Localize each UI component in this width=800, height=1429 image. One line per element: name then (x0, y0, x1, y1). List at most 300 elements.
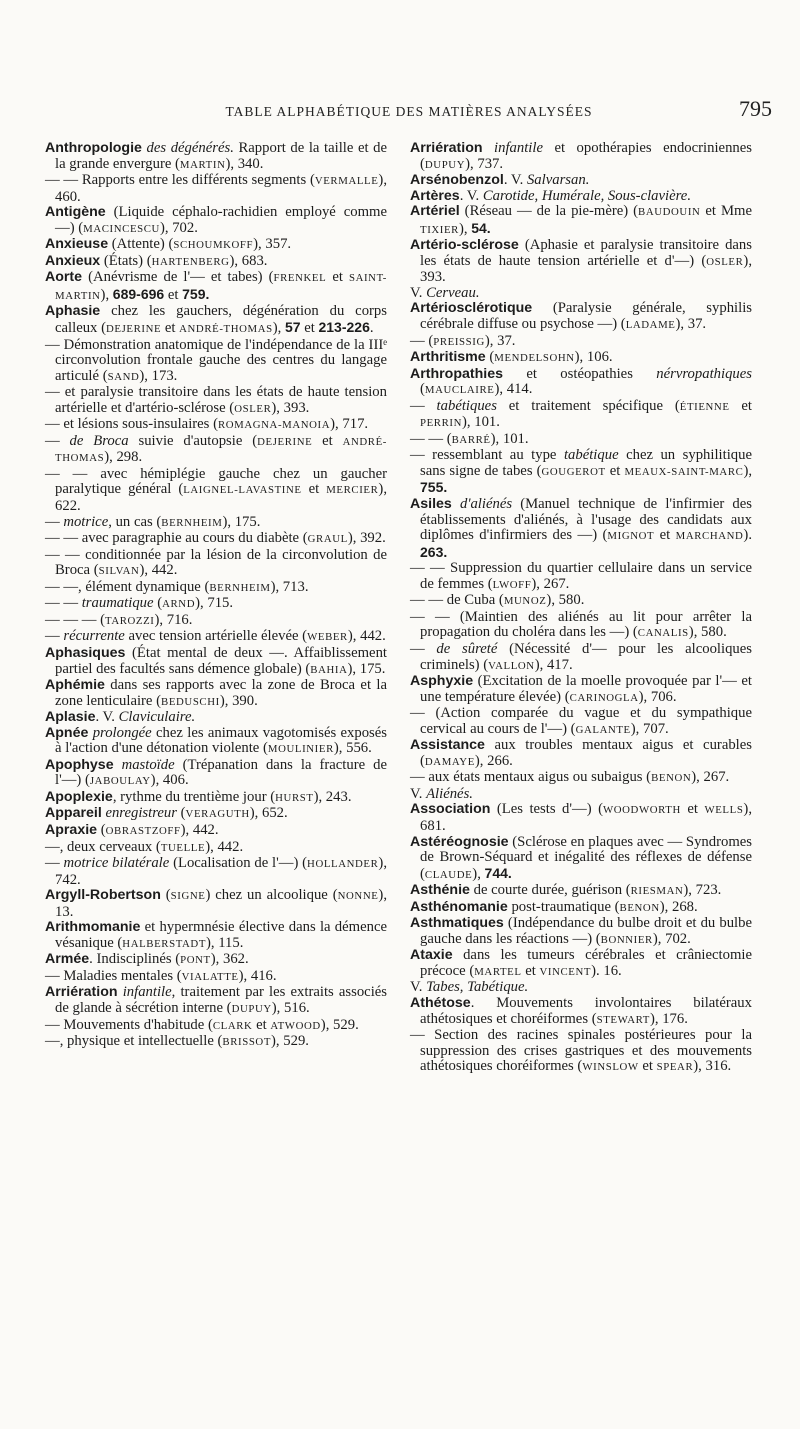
text: ), 652. (249, 805, 288, 822)
text: et (252, 1016, 271, 1033)
text: ), 516. (271, 999, 310, 1016)
index-entry (45, 985, 387, 1017)
index-entry (410, 173, 752, 189)
text: ), (272, 320, 285, 337)
text: et (654, 527, 676, 544)
headword: Antigène (45, 204, 106, 221)
italic-text: récurrente (63, 628, 125, 645)
author-name: MAUCLAIRE (424, 384, 495, 397)
text: et (164, 286, 183, 303)
index-entry (45, 338, 387, 386)
text: ), 267. (531, 575, 570, 592)
page-number: 795 (739, 96, 772, 121)
author-name: BEDUSCHI (161, 695, 220, 708)
author-name: OSLER (706, 255, 744, 268)
text: ), 340. (225, 155, 264, 172)
italic-text: enregistreur (105, 805, 177, 822)
text: — — ( (410, 430, 452, 447)
author-name: GRAUL (307, 533, 348, 546)
author-name: HOLLANDER (307, 858, 379, 871)
headword: Apraxie (45, 821, 98, 838)
text: ), 175. (222, 513, 261, 530)
text: — — (45, 595, 82, 612)
text: ), 393. (420, 252, 752, 286)
author-name: GOUGEROT (541, 465, 606, 478)
text: — Section des racines spinales postérieures pour la suppression des crises gastriques et des mouvements athétosiques choréiformes ( (410, 1027, 752, 1075)
author-name: SCHOUMKOFF (173, 239, 254, 252)
page-ref-bold: 57 (284, 319, 301, 336)
author-name: PONT (180, 954, 211, 967)
author-name: HURST (275, 791, 314, 804)
headword: Anxieuse (45, 236, 109, 253)
author-name: SAINT-MARTIN (55, 272, 387, 302)
text: post-traumatique ( (507, 898, 620, 915)
headword: Aphasiques (45, 644, 126, 661)
index-entry (45, 205, 387, 237)
author-name: WEBER (307, 631, 348, 644)
index-entry (410, 996, 752, 1028)
italic-text: mastoïde (121, 756, 175, 773)
headword: Argyll-Robertson (45, 887, 161, 904)
author-name: OSLER (234, 402, 272, 415)
text: ), 298. (104, 449, 143, 466)
text: — (45, 432, 70, 449)
text: ), 713. (270, 578, 309, 595)
index-entry (410, 350, 752, 367)
text: — (45, 513, 64, 530)
italic-text: infantile (122, 984, 172, 1001)
text: ), 393. (271, 399, 310, 416)
index-entry (45, 952, 387, 969)
text: ( (97, 821, 106, 838)
author-name: DUPUY (424, 158, 466, 171)
index-entry (45, 417, 387, 434)
text: ), 101. (462, 414, 500, 431)
index-entry (45, 531, 387, 548)
headword: Arthritisme (410, 349, 486, 366)
text: Rapport de la taille et de la grande envergure ( (55, 140, 388, 172)
text: et (300, 320, 319, 337)
index-entry (45, 270, 387, 304)
author-name: MENDELSOHN (494, 352, 575, 365)
text: (Trépanation dans la fracture de l'—) ( (55, 756, 387, 789)
author-name: CANALIS (637, 627, 689, 640)
page-ref-bold: 689-696 (112, 285, 165, 302)
author-name: BARRÉ (451, 433, 491, 446)
italic-text: motrice bilatérale (63, 855, 170, 872)
index-column-left (45, 141, 387, 1051)
text: chez les gauchers, dégénération du corps calleux ( (55, 303, 387, 337)
text: . V. (95, 709, 119, 726)
text: ), (100, 286, 113, 303)
index-entry (410, 189, 752, 205)
author-name: BRISSOT (222, 1036, 272, 1049)
text: ), 414. (494, 381, 533, 398)
text: ), 362. (210, 951, 249, 968)
text: ), 580. (546, 592, 585, 609)
text: — (45, 855, 64, 872)
text (114, 757, 122, 773)
index-entry (45, 840, 387, 857)
index-entry (410, 706, 752, 738)
page-ref-bold: 54. (471, 219, 491, 236)
text: ), 723. (683, 882, 722, 899)
text: (Réseau — de la pie-mère) ( (459, 203, 639, 220)
author-name: ARND (162, 598, 196, 611)
headword: Ataxie (410, 947, 453, 964)
text: ), 266. (474, 752, 513, 769)
headword: Artériosclérotique (410, 300, 533, 317)
headword: Asthénomanie (410, 898, 508, 915)
italic-text: Salvarsan. (526, 172, 590, 189)
index-entry (45, 969, 387, 986)
author-name: MACINCESCU (83, 222, 160, 235)
author-name: VERMALLE (314, 175, 379, 188)
author-name: WOODWORTH (602, 804, 681, 817)
italic-text: Cerveau. (426, 284, 480, 301)
text: ), 106. (574, 349, 613, 366)
text: ), 267. (691, 769, 730, 786)
headword: Arriération (410, 140, 483, 156)
author-name: SIGNE (170, 890, 206, 903)
index-entry (410, 432, 752, 449)
index-entry (410, 738, 752, 770)
text: ), 683. (229, 252, 268, 269)
index-entry (410, 948, 752, 980)
index-entry (45, 758, 387, 790)
text: — et paralysie transitoire dans les états de haute tension artérielle et d'artério-sclérose ( (45, 384, 387, 416)
text: dans les tumeurs cérébrales et crâniectomie précoce ( (420, 947, 752, 979)
index-entry (45, 646, 387, 678)
text: et opothérapies endocriniennes ( (420, 140, 752, 172)
author-name: JABOULAY (89, 775, 151, 788)
author-name: LADAME (625, 319, 676, 332)
text: chez les animaux vagotomisés exposés à l'action d'une détonation violente ( (55, 724, 388, 757)
author-name: MARTEL (474, 965, 522, 978)
index-entry (410, 642, 752, 674)
author-name: LAIGNEL-LAVASTINE (183, 484, 302, 497)
text: —, physique et intellectuelle ( (45, 1033, 223, 1050)
index-entry (45, 726, 387, 758)
text: et (301, 481, 327, 498)
text: ( (420, 381, 425, 398)
text: et traitement spécifique ( (496, 397, 680, 414)
index-entry (410, 204, 752, 238)
index-entry (410, 286, 752, 302)
text: (Nécessité d'— pour les alcooliques criminels) ( (420, 640, 752, 673)
index-entry (45, 596, 387, 613)
headword: Aplasie (45, 709, 96, 726)
headword: Athétose (410, 994, 471, 1011)
author-name: FRENKEL (273, 272, 327, 285)
author-name: DAMAYE (424, 755, 475, 768)
author-name: ATWOOD (270, 1019, 321, 1032)
text: (Attente) ( (108, 236, 174, 253)
text: ( (153, 595, 163, 612)
italic-text: motrice (63, 513, 109, 530)
author-name: DUPUY (231, 1002, 272, 1015)
text: ), 715. (195, 595, 234, 612)
headword: Asphyxie (410, 673, 474, 690)
index-entry (410, 980, 752, 996)
running-title: TABLE ALPHABÉTIQUE DES MATIÈRES ANALYSÉES (225, 104, 593, 119)
text: — (410, 640, 437, 657)
index-entry (410, 610, 752, 642)
headword: Aorte (45, 269, 83, 286)
author-name: SPEAR (656, 1061, 694, 1074)
headword: Arthropathies (410, 365, 504, 382)
text: et (605, 462, 625, 479)
text (483, 140, 494, 156)
author-name: MEAUX-SAINT-MARC (624, 465, 744, 478)
text: ), 37. (484, 332, 516, 349)
text: —, deux cerveaux ( (45, 838, 161, 855)
text: ). 16. (591, 962, 622, 979)
text: , un cas ( (108, 513, 162, 530)
text: (États) ( (100, 252, 152, 269)
text: — — de Cuba ( (410, 592, 504, 609)
text: ) chez un alcoolique ( (205, 887, 338, 904)
index-entry (45, 710, 387, 726)
text: ), 681. (420, 801, 752, 834)
text: ( (160, 887, 171, 904)
text: ), 556. (333, 740, 372, 757)
text: ), 243. (313, 788, 352, 805)
text: ), 442. (139, 562, 178, 579)
index-entry (45, 806, 387, 823)
text: avec tension artérielle élevée ( (124, 628, 308, 645)
index-entry (45, 823, 387, 840)
index-entry (410, 802, 752, 834)
text: ), 737. (465, 155, 504, 172)
index-entry (45, 434, 387, 467)
text: — — avec paragraphie au cours du diabète ( (45, 530, 308, 547)
text: dans ses rapports avec la zone de Broca et la zone lenticulaire ( (55, 677, 387, 709)
text: (Excitation de la moelle provoquée par l'— et une température élevée) ( (420, 673, 752, 705)
text: ), (743, 462, 753, 479)
author-name: PREISSIG (433, 335, 485, 348)
index-entry (410, 561, 752, 593)
author-name: STEWART (596, 1013, 650, 1026)
author-name: GALANTE (575, 723, 631, 736)
index-entry (45, 385, 387, 417)
author-name: TAROZZI (104, 614, 155, 627)
text: (Les tests d'—) ( (490, 801, 603, 818)
index-entry (410, 770, 752, 787)
text: . V. (503, 172, 527, 189)
italic-text: de Broca (69, 432, 129, 449)
text: . V. (459, 187, 483, 204)
index-entry (410, 593, 752, 610)
author-name: BENON (651, 772, 692, 785)
index-entry (410, 367, 752, 399)
headword: Association (410, 801, 491, 818)
headword: Arithmomanie (45, 919, 141, 936)
text: ), 316. (693, 1058, 732, 1075)
text: ), 176. (649, 1010, 688, 1027)
author-name: SILVAN (98, 565, 140, 578)
text: ), 702. (652, 930, 691, 947)
text: V. (410, 284, 427, 301)
index-entry (45, 629, 387, 646)
author-name: BAHIA (310, 663, 348, 676)
index-entry (45, 237, 387, 254)
text: (État mental de deux —. Affaiblissement partiel des facultés sans démence globale) ( (55, 644, 387, 677)
author-name: MOULINIER (267, 743, 334, 756)
italic-text: des dégénérés. (146, 140, 234, 156)
text: (Anévrisme de l'— et tabes) ( (82, 269, 274, 286)
index-entry (45, 1018, 387, 1035)
text: et (729, 397, 752, 414)
author-name: WINSLOW (582, 1061, 639, 1074)
author-name: ÉTIENNE (679, 400, 730, 413)
index-entry (410, 883, 752, 900)
text: ), 716. (154, 611, 193, 628)
italic-text: de sûreté (436, 640, 498, 657)
text: ), 115. (206, 934, 244, 951)
text: suivie d'autopsie ( (128, 432, 258, 449)
italic-text: tabétiques (436, 397, 497, 414)
text: ), 392. (347, 530, 386, 547)
index-entry (410, 238, 752, 286)
author-name: HALBERSTADT (122, 937, 207, 950)
author-name: VERAGUTH (185, 808, 250, 821)
text: — (Action comparée du vague et du sympathique cervical au cours de l'—) ( (410, 705, 752, 737)
index-entry (410, 334, 752, 351)
headword: Aphémie (45, 677, 105, 694)
italic-text: Claviculaire. (118, 709, 196, 726)
italic-text: nérvropathiques (656, 365, 752, 382)
page-ref-bold: 755. (420, 479, 448, 496)
author-name: HARTENBERG (151, 255, 230, 268)
text: — ( (410, 332, 434, 349)
text: (Aphasie et paralysie transitoire dans les états de haute tension artérielle et d'—) ( (420, 237, 752, 269)
index-entry (410, 448, 752, 497)
author-name: CLARK (212, 1019, 253, 1032)
index-entry (410, 787, 752, 803)
text: ), 702. (159, 219, 198, 236)
text: ), 357. (253, 236, 292, 253)
italic-text: Aliénés. (426, 785, 473, 802)
index-entry (45, 467, 387, 515)
text: ( (485, 349, 495, 366)
index-entry (45, 856, 387, 888)
text (452, 496, 460, 512)
headword: Arriération (45, 984, 118, 1001)
index-entry (410, 1028, 752, 1076)
text: et (521, 962, 540, 979)
page-ref-bold: 744. (484, 864, 512, 881)
text: — — (Maintien des aliénés au lit pour arrêter la propagation du choléra dans les —) ( (410, 608, 752, 641)
headword: Apophyse (45, 756, 114, 773)
text: ), 529. (271, 1033, 309, 1050)
text: ), 37. (675, 316, 707, 333)
text: et (326, 269, 349, 286)
headword: Asthmatiques (410, 915, 504, 932)
text: — Mouvements d'habitude ( (45, 1016, 213, 1033)
text: de courte durée, guérison ( (469, 882, 631, 899)
headword: Astéréognosie (410, 833, 509, 850)
author-name: OBRASTZOFF (105, 824, 181, 837)
headword: Appareil (45, 805, 102, 822)
text: — —, élément dynamique ( (45, 578, 210, 595)
text: V. (410, 785, 427, 802)
author-name: BERNHEIM (161, 516, 223, 529)
text: — — Suppression du quartier cellulaire dans un service de femmes ( (410, 560, 752, 592)
author-name: CARINOGLA (569, 691, 639, 704)
text: (Sclérose en plaques avec — Syndromes de Brown-Séquard et inégalité des réflexes de défense ( (420, 833, 752, 882)
author-name: BAUDOUIN (638, 206, 701, 219)
text: ), 707. (630, 720, 669, 737)
index-entry (410, 674, 752, 706)
author-name: ANDRÉ-THOMAS (179, 323, 273, 336)
text: — — avec hémiplégie gauche chez un gaucher paralytique général ( (45, 465, 387, 498)
headword: Anxieux (45, 252, 101, 269)
index-entry (410, 835, 752, 884)
text: — (410, 397, 437, 414)
text: ), 417. (534, 656, 573, 673)
italic-text: d'aliénés (459, 496, 513, 513)
text: — Maladies mentales ( (45, 967, 182, 984)
headword: Armée (45, 951, 90, 968)
text: ), (458, 220, 472, 237)
text: — Démonstration anatomique de l'indépendance de la IIIᵉ circonvolution frontale gauche des centres du langage articulé ( (45, 336, 387, 384)
text: . (369, 320, 374, 337)
headword: Assistance (410, 737, 485, 754)
italic-text: prolongée (92, 724, 152, 741)
index-entry (45, 141, 387, 173)
text: ), 268. (659, 898, 698, 915)
text: ), 622. (55, 481, 387, 515)
author-name: NONNE (337, 890, 379, 903)
index-entry (410, 497, 752, 561)
headword: Artériel (410, 203, 460, 220)
index-entry (45, 580, 387, 597)
text: V. (410, 979, 427, 996)
author-name: BENON (619, 901, 660, 914)
text: et (638, 1058, 657, 1075)
index-entry (410, 301, 752, 333)
text: — (45, 628, 64, 645)
italic-text: traumatique (81, 595, 154, 612)
text: ), 742. (55, 855, 387, 888)
text: et (161, 320, 180, 337)
text: ), 529. (320, 1016, 359, 1033)
author-name: TIXIER (420, 223, 459, 236)
text: (Paralysie générale, syphilis cérébrale diffuse ou psychose —) ( (420, 300, 752, 333)
italic-text: Carotide, Humérale, Sous-clavière. (482, 187, 691, 204)
author-name: RIESMAN (630, 885, 684, 898)
text: chez un syphilitique sans signe de tabes ( (420, 447, 752, 479)
headword: Arsénobenzol (410, 172, 504, 189)
author-name: MARTIN (179, 158, 226, 171)
text: (Manuel technique de l'infirmier des établissements d'aliénés, à l'usage des candidats aux diplômes d'infirmiers des —) ( (420, 496, 752, 544)
index-entry (45, 888, 387, 920)
text: — — — ( (45, 611, 105, 628)
index-entry (45, 1034, 387, 1051)
text: ), 13. (55, 887, 387, 920)
page-header (46, 96, 772, 128)
text: ), 416. (238, 967, 277, 984)
author-name: BERNHEIM (209, 581, 271, 594)
text: et (312, 432, 343, 449)
author-name: MARCHAND (675, 530, 744, 543)
author-name: VIALATTE (181, 970, 239, 983)
author-name: WELLS (704, 804, 744, 817)
index-entry (45, 173, 387, 205)
page-ref-bold: 759. (182, 285, 210, 302)
author-name: SAND (107, 370, 140, 383)
